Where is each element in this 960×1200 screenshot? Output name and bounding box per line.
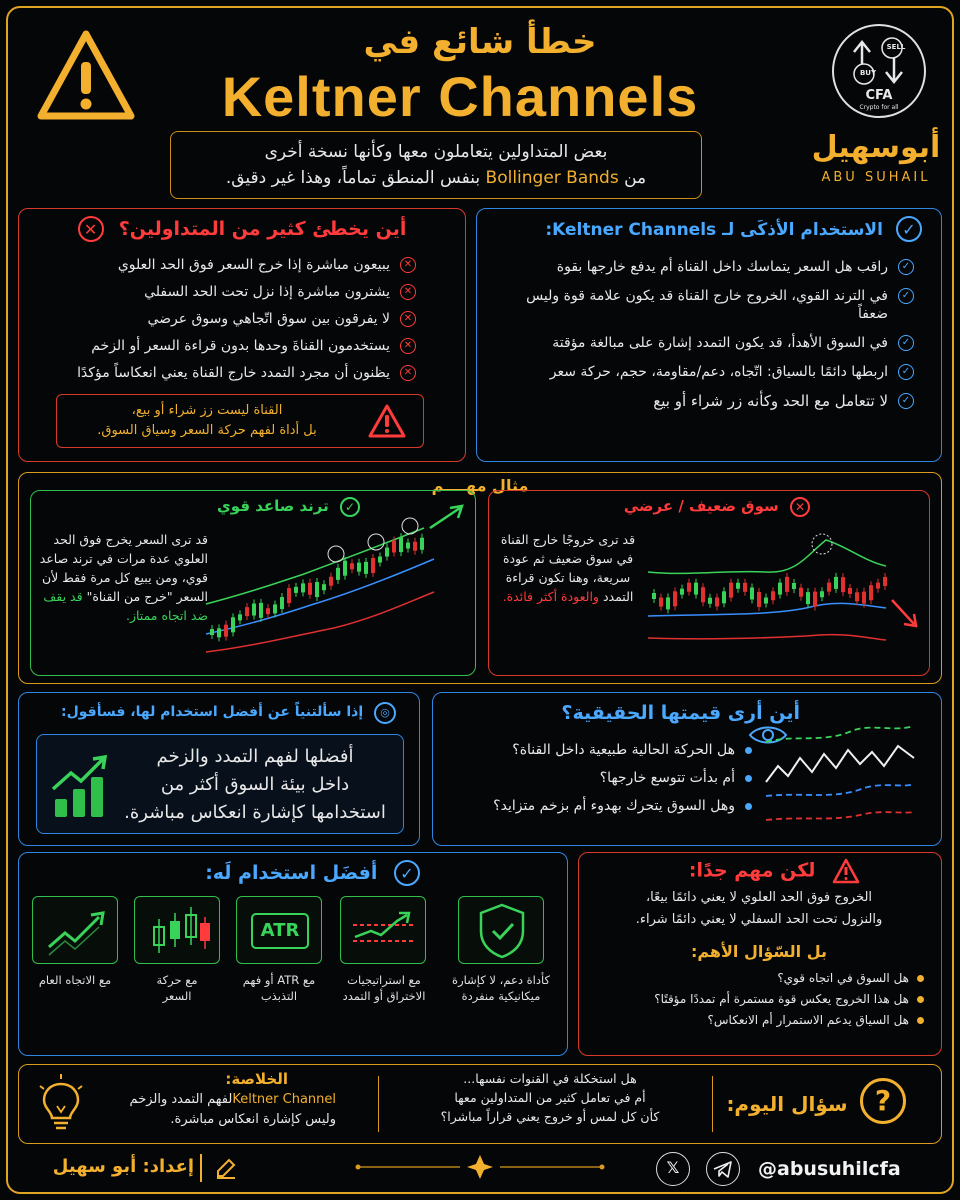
candles-icon (135, 897, 221, 965)
candle-body (680, 589, 684, 595)
candle-body (785, 577, 789, 592)
candle-body (231, 617, 235, 632)
summary-line2: وليس كإشارة انعكاس مباشرة. (170, 1112, 336, 1127)
candle-body (273, 604, 277, 613)
candle-body (350, 563, 354, 569)
important-line2: والنزول تحت الحد السفلي لا يعني دائمًا شراء. (635, 912, 883, 927)
best-use-line1: أفضلها لفهم التمدد والزخم (156, 746, 354, 767)
check-circle-icon: ✓ (896, 216, 922, 242)
tile-support-tool (458, 896, 544, 964)
tile-trend (32, 896, 118, 964)
candle-body (799, 588, 803, 597)
tile-caption: مع ATR أو فهم التذبذب (242, 973, 316, 1003)
smart-header (486, 216, 922, 242)
weak-header: ✕ سوق ضعيف / عرضي (620, 497, 810, 517)
best-use-line2: داخل بيئة السوق أكثر من (160, 774, 350, 795)
candle-body (778, 583, 782, 595)
mistakes-header (40, 216, 444, 242)
tile-caption: كأداة دعم، لا كإشارة ميكانيكية منفردة (452, 973, 550, 1003)
channel-lines-icon (764, 722, 916, 830)
candle-body (294, 587, 298, 593)
real-value-item: أم بدأت تتوسع خارجها؟ (446, 770, 752, 786)
best-with-header: ✓ أفضَل استخدام لَه: (190, 860, 420, 886)
candle-body (673, 591, 677, 606)
telegram-icon[interactable] (706, 1152, 740, 1186)
real-value-item: وهل السوق يتحرك بهدوء أم بزخم متزايد؟ (446, 798, 752, 814)
trend-up-icon (33, 897, 119, 965)
uptrend-text (36, 530, 208, 625)
candle-body (869, 585, 873, 600)
candle-body (385, 548, 389, 557)
candle-body (245, 607, 249, 616)
candle-body (743, 583, 747, 592)
candle-body (336, 568, 340, 580)
candle-body (666, 597, 670, 609)
check-icon: ✓ (898, 288, 914, 304)
candle-body (659, 598, 663, 607)
check-icon: ✓ (898, 393, 914, 409)
mistakes-list (34, 256, 416, 391)
logo-sell: SELL (886, 43, 906, 51)
header-title-ar: خطأ شائع في (363, 22, 597, 62)
mistake-item: ✕ لا يفرقون بين سوق اتّجاهي وسوق عرضي (34, 310, 416, 328)
warning-icon (832, 858, 860, 884)
tile-caption: مع الاتجاه العام (38, 973, 112, 987)
uptrend-text-main: قد ترى السعر يخرج فوق الحد العلوي عدة مرات في ترند صاعد قوي، ومن يبيع كل مرة فقط لأن السعر "خرج من القناة" (39, 532, 208, 604)
question-mark-icon: ? (860, 1078, 906, 1124)
tile-caption: مع استراتيجيات الاختراق أو التمدد (342, 973, 426, 1003)
important-line1: الخروج فوق الحد العلوي لا يعني دائمًا بيعًا، (645, 890, 873, 905)
candle-body (813, 592, 817, 607)
candle-body (701, 587, 705, 602)
summary-line1: Keltner Channelلفهم التمدد والزخم (129, 1092, 336, 1107)
x-circle-icon: ✕ (78, 216, 104, 242)
candle-body (757, 592, 761, 607)
mistake-item: ✕ يبيعون مباشرة إذا خرج السعر فوق الحد العلوي (34, 256, 416, 274)
candle-body (224, 625, 228, 637)
candle-body (848, 588, 852, 594)
important-item: هل هذا الخروج يعكس قوة مستمرة أم تمددًا مؤقتًا؟ (596, 991, 924, 1007)
warning-line1: القناة ليست زز شراء أو بيع، (131, 403, 283, 418)
question-line3: كأن كل لمس أو خروج يعني قراراً مباشرا؟ (440, 1109, 660, 1124)
x-icon: ✕ (400, 311, 416, 327)
logo-name-en: ABU SUHAIL (821, 170, 931, 185)
candle-body (287, 588, 291, 603)
footer-divider (712, 1076, 713, 1132)
logo-tagline: Crypto for all (859, 104, 899, 111)
header-subtitle-box (170, 131, 702, 199)
tile-atr (236, 896, 322, 964)
question-line1: هل استخكلة في القنوات نفسها... (463, 1071, 637, 1086)
check-icon: ✓ (898, 364, 914, 380)
check-circle-icon: ✓ (340, 497, 360, 517)
bollinger-highlight: Bollinger Bands (485, 168, 619, 188)
candle-body (883, 577, 887, 586)
candle-body (820, 591, 824, 597)
candle-body (315, 582, 319, 597)
mistake-item: ✕ يستخدمون القناةَ وحدها بدون قراءة السعر أو الزخم (34, 337, 416, 355)
logo-name-ar: أبوسهيل (811, 130, 941, 165)
weak-candles (652, 573, 887, 614)
lightbulb-icon (36, 1072, 86, 1132)
author-divider (200, 1154, 202, 1182)
candle-body (399, 537, 403, 552)
candle-body (259, 603, 263, 618)
candle-body (764, 598, 768, 604)
tile-candles (134, 896, 220, 964)
social-handle[interactable]: @abusuhilcfa (758, 1158, 901, 1180)
smart-item: ✓ راقب هل السعر يتماسك داخل القناة أم يدفع خارجها بقوة (494, 258, 914, 276)
important-list (596, 970, 924, 1028)
header-subtitle-line1: بعض المتداولين يتعاملون معها وكأنها نسخة أخرى (264, 142, 608, 162)
today-label: سؤال اليوم: (726, 1092, 848, 1116)
check-circle-icon: ✓ (394, 860, 420, 886)
smart-item: ✓ لا تتعامل مع الحد وكأنه زر شراء أو بيع (494, 392, 914, 410)
candle-body (252, 604, 256, 616)
candle-body (280, 597, 284, 609)
candle-body (687, 583, 691, 592)
weak-text-red: والعودة أكثر فائدة. (502, 589, 599, 604)
smart-item: ✓ في السوق الأهدأ، قد يكون التمدد إشارة على مبالغة مؤقتة (494, 334, 914, 352)
candle-body (855, 592, 859, 601)
warning-line2: بل أداة لفهم حركة السعر وسياق السوق. (97, 423, 317, 438)
candle-body (238, 614, 242, 620)
weak-text-main: قد ترى خروجًا خارج القناة في سوق ضعيف ثم عودة سريعة، وهنا تكون قراءة التمدد (500, 532, 636, 604)
warning-icon (367, 403, 407, 439)
ornament-divider (350, 1152, 610, 1182)
x-icon: ✕ (400, 257, 416, 273)
candle-body (876, 583, 880, 589)
candle-body (301, 583, 305, 592)
cfa-logo (832, 24, 926, 118)
candle-body (729, 583, 733, 598)
warning-triangle-icon (36, 28, 136, 124)
candle-body (392, 540, 396, 552)
best-use-line3: استخدامها كإشارة انعكاس مباشرة. (124, 802, 386, 823)
mistake-item: ✕ يشترون مباشرة إذا نزل تحت الحد السفلي (34, 283, 416, 301)
candle-body (371, 558, 375, 573)
candle-body (420, 538, 424, 550)
uptrend-chart (204, 504, 466, 654)
author-label: إعداد: أبو سهيل (52, 1156, 194, 1177)
x-icon: ✕ (400, 365, 416, 381)
candle-body (308, 583, 312, 595)
header-title-en: Keltner Channels (221, 65, 699, 128)
smart-list (494, 258, 914, 419)
candle-body (652, 593, 656, 599)
candle-body (708, 598, 712, 604)
candle-body (841, 577, 845, 592)
logo-brand: CFA (865, 88, 893, 103)
important-question-title: بل السّؤال الأهم: (690, 942, 828, 961)
candle-body (413, 542, 417, 551)
tile-caption: مع حركة السعر (156, 973, 198, 1003)
candle-body (862, 592, 866, 604)
mistake-item: ✕ يظنون أن مجرد التمدد خارج القناة يعني انعكاساً مؤكدًا (34, 364, 416, 382)
important-item: هل السوق في اتجاه قوي؟ (596, 970, 924, 986)
real-value-item: هل الحركة الحالية طبيعية داخل القناة؟ (446, 742, 752, 758)
summary-highlight: Keltner Channel (232, 1092, 336, 1107)
question-line2: أم في تعامل كثير من المتداولين معها (454, 1090, 646, 1105)
candle-body (771, 591, 775, 600)
edit-icon (214, 1156, 238, 1180)
weak-text (494, 530, 642, 606)
best-use-question-header: ◎ إذا سألتنياً عن أفضل استخدام لها، فسأقول: (40, 702, 396, 724)
atr-icon: ATR (251, 913, 309, 949)
candle-body (406, 543, 410, 549)
important-header: لكن مهم جدًا: (620, 858, 860, 884)
summary-title: الخلاصة: (225, 1070, 288, 1088)
candle-body (750, 587, 754, 599)
weak-market-chart (646, 516, 922, 656)
candle-body (378, 557, 382, 563)
mistakes-title: أين يخطئ كثير من المتداولين؟ (118, 218, 407, 240)
candle-body (364, 562, 368, 574)
x-social-icon[interactable]: 𝕏 (656, 1152, 690, 1186)
target-icon: ◎ (374, 702, 396, 724)
tile-breakout (340, 896, 426, 964)
smart-title: الاستخدام الأذكَى لـ Keltner Channels: (545, 220, 883, 240)
candle-body (329, 577, 333, 586)
candle-body (217, 628, 221, 637)
check-icon: ✓ (898, 259, 914, 275)
real-value-title: أين أرى قيمتها الحقيقية؟ (561, 702, 800, 724)
x-circle-icon: ✕ (790, 497, 810, 517)
candle-body (357, 563, 361, 572)
x-icon: ✕ (400, 338, 416, 354)
shield-check-icon (459, 897, 545, 965)
smart-item: ✓ في الترند القوي، الخروج خارج القناة قد يكون علامة قوة وليس ضعفاً (494, 287, 914, 323)
mistakes-warning-box (56, 394, 424, 448)
real-value-list (446, 742, 752, 814)
candle-body (715, 597, 719, 606)
candle-body (792, 583, 796, 589)
candle-body (210, 629, 214, 635)
candle-body (266, 608, 270, 614)
candle-body (694, 583, 698, 595)
check-icon: ✓ (898, 335, 914, 351)
important-item: هل السياق يدعم الاستمرار أم الانعكاس؟ (596, 1012, 924, 1028)
breakout-icon (341, 897, 427, 965)
candle-body (322, 584, 326, 590)
example-title: مثال مهــــم (380, 476, 580, 495)
header-subtitle-pre: من (624, 168, 647, 188)
header-subtitle-line2 (171, 165, 701, 191)
candle-body (827, 583, 831, 592)
logo-buy: BUY (859, 69, 877, 77)
candle-body (834, 577, 838, 589)
candle-body (722, 591, 726, 603)
x-icon: ✕ (400, 284, 416, 300)
uptrend-text-green: قد يقف ضد اتجاه ممتاز. (43, 589, 208, 623)
uptrend-header: ✓ ترند صاعد قوي (200, 497, 360, 517)
candle-body (343, 561, 347, 576)
growth-bars-icon (51, 753, 113, 819)
candle-body (806, 592, 810, 604)
header-subtitle-post: بنفس المنطق تماماً، وهذا غير دقيق. (225, 168, 481, 188)
smart-item: ✓ اربطها دائمًا بالسياق: اتّجاه، دعم/مقاومة، حجم، حركة سعر (494, 363, 914, 381)
footer-divider (378, 1076, 379, 1132)
candle-body (736, 583, 740, 589)
best-use-question-inner (36, 734, 404, 834)
